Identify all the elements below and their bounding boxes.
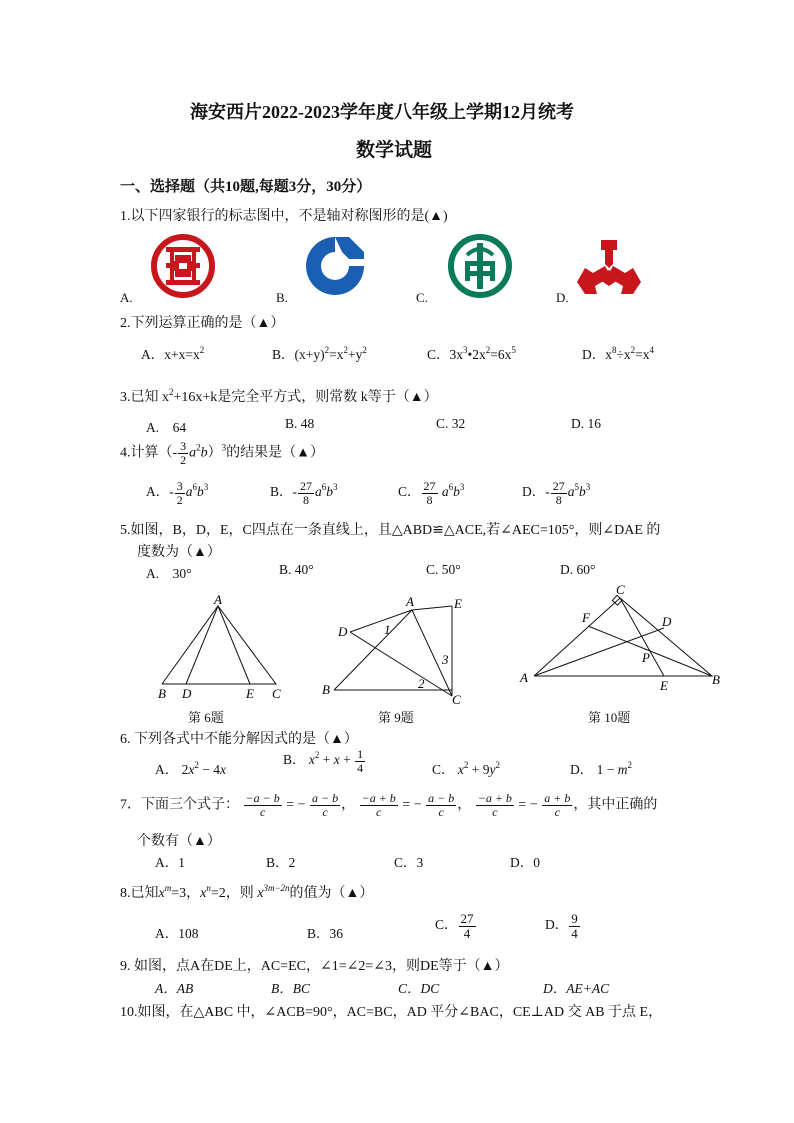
bocom-logo bbox=[575, 238, 643, 305]
q6-option-c-label: C． bbox=[432, 762, 455, 777]
fig10-label-p: P bbox=[642, 650, 650, 665]
fig9-angle-2: 2 bbox=[418, 676, 425, 691]
q7-tail: ，其中正确的 bbox=[573, 797, 658, 813]
figure-9 bbox=[320, 594, 480, 711]
q7-option-d: D．0 bbox=[510, 855, 540, 870]
question-5-stem-2: 度数为（▲） bbox=[137, 545, 221, 560]
q8-stem-d: 的值为（▲） bbox=[289, 886, 374, 901]
q4-option-c: C． $\frac{27}{8}$ $a^6b^3$ bbox=[398, 479, 465, 507]
question-7-stem: 7．下面三个式子： $\frac{-a - b}{c}$ = − $\frac{a - b}{c}$ ， $\frac{-a + b}{c}$ = − $\frac{a - b}{c}$ ， $\frac{-a + b}{c}$ = − $\frac{a + b}{c}$ ，其中正确的 bbox=[120, 791, 658, 819]
fig9-label-a: A bbox=[406, 594, 414, 609]
q1-option-a-label: A. bbox=[120, 290, 133, 305]
fig6-label-a: A bbox=[214, 594, 222, 607]
question-8-stem: 8.已知$x^m=3$，$x^n=2$，则 $x^{3m-2n}$的值为（▲） bbox=[120, 883, 374, 901]
figure-10-caption: 第 10题 bbox=[588, 710, 631, 725]
q2-option-d: D．$x^8\div x^2=x^4$ bbox=[582, 345, 655, 362]
question-7-stem-2: 个数有（▲） bbox=[137, 834, 221, 849]
q6-option-b: B． $x^2 + x$ + $\frac{1}{4}$ bbox=[283, 747, 364, 775]
question-5-stem: 5.如图，B，D，E，C四点在一条直线上，且△ABD≌△ACE,若∠AEC=105°，则∠DAE 的 bbox=[120, 523, 661, 538]
q6-option-c: C． $x^2 + 9y^2$ bbox=[432, 760, 501, 777]
q8-stem-a: 8.已知 bbox=[120, 886, 159, 901]
q3-option-c: C. 32 bbox=[436, 416, 466, 431]
question-10-stem: 10.如图，在△ABC 中，∠ACB=90°，AC=BC，AD 平分∠BAC，CE⊥AD 交 AB 于点 E， bbox=[120, 1005, 663, 1020]
q9-option-c: C．DC bbox=[398, 981, 440, 996]
question-9-stem: 9. 如图，点A在DE上，AC=EC，∠1=∠2=∠3，则DE等于（▲） bbox=[120, 959, 509, 974]
q4-stem-a: 4.计算（- bbox=[120, 445, 178, 461]
q3-stem-a: 3.已知 x bbox=[120, 390, 169, 405]
q7-stem-text: 7．下面三个式子： bbox=[120, 797, 239, 813]
q2-option-a-text: A．x+x=x bbox=[141, 347, 200, 362]
fig9-label-d: D bbox=[338, 624, 348, 639]
q1-option-c-label: C. bbox=[416, 290, 428, 305]
fig9-angle-3: 3 bbox=[442, 652, 449, 667]
q6-option-d-label: D． bbox=[570, 762, 594, 777]
question-4-stem: 4.计算（- $\frac{3}{2}$ $a^2b)^3$的结果是（▲） bbox=[120, 439, 325, 467]
q5-option-d: D. 60° bbox=[560, 562, 596, 577]
ccb-logo bbox=[302, 233, 368, 304]
figure-10 bbox=[516, 582, 726, 699]
q1-option-b-label: B. bbox=[276, 290, 288, 305]
q4-option-d: D．- $\frac{27}{8}$ $a^5b^3$ bbox=[522, 479, 591, 507]
q6-option-d: D． $1 - m^2$ bbox=[570, 760, 632, 777]
abc-logo bbox=[447, 233, 513, 304]
q6-option-a-label: A． bbox=[155, 762, 179, 777]
q3-option-b: B. 48 bbox=[285, 416, 315, 431]
q5-option-a: A. 30° bbox=[146, 566, 192, 581]
fig6-label-e: E bbox=[246, 686, 254, 701]
fig10-label-c: C bbox=[616, 582, 625, 597]
question-3-stem: 3.已知 $x^2+16x+k$是完全平方式，则常数 k等于（▲） bbox=[120, 387, 438, 405]
fig9-angle-1: 1 bbox=[384, 622, 391, 637]
q2-option-c: C．$3x^3•2x^2=6x^5$ bbox=[427, 345, 516, 362]
q9-option-d: D．AE+AC bbox=[543, 981, 610, 996]
section-heading: 一、选择题（共10题,每题3分，30分） bbox=[120, 179, 372, 195]
q9-option-a: A．AB bbox=[155, 981, 194, 996]
exam-title: 海安西片2022-2023学年度八年级上学期12月统考 bbox=[190, 102, 574, 122]
q4-option-d-prefix: D．- bbox=[522, 484, 550, 500]
q3-option-a: A. 64 bbox=[146, 420, 187, 435]
q8-stem-c: ，则 bbox=[225, 886, 254, 901]
q1-option-d-label: D. bbox=[556, 290, 569, 305]
q7-option-b: B．2 bbox=[266, 855, 296, 870]
fig10-label-d: D bbox=[662, 614, 672, 629]
q4-option-a: A．- $\frac{3}{2}$ $a^6b^3$ bbox=[146, 479, 209, 507]
fig10-label-f: F bbox=[582, 610, 590, 625]
fig6-label-c: C bbox=[272, 686, 281, 701]
q6-option-b-label: B． bbox=[283, 752, 306, 768]
q4-option-c-prefix: C． bbox=[398, 484, 421, 500]
q8-stem-b: ， bbox=[186, 886, 201, 901]
exam-subtitle: 数学试题 bbox=[356, 140, 433, 161]
q9-option-b: B．BC bbox=[271, 981, 310, 996]
q8-option-c-label: C． bbox=[435, 917, 458, 933]
q5-option-c: C. 50° bbox=[426, 562, 461, 577]
figure-9-caption: 第 9题 bbox=[378, 710, 414, 725]
q3-option-d: D. 16 bbox=[571, 416, 601, 431]
fig9-label-e: E bbox=[454, 596, 462, 611]
q2-option-a: A．$x+x=x^2$ bbox=[141, 345, 205, 362]
question-2-stem: 2.下列运算正确的是（▲） bbox=[120, 316, 285, 331]
q2-option-c-text: C．3x bbox=[427, 347, 464, 362]
fig6-label-b: B bbox=[158, 686, 166, 701]
q2-option-b: B．$(x+y)^2=x^2+y^2$ bbox=[272, 345, 367, 362]
q8-option-d-label: D． bbox=[545, 917, 569, 933]
q4-option-b: B．- $\frac{27}{8}$ $a^6b^3$ bbox=[270, 479, 338, 507]
q7-option-c: C．3 bbox=[394, 855, 424, 870]
fig10-label-a: A bbox=[520, 670, 528, 685]
q7-option-a: A．1 bbox=[155, 855, 185, 870]
fig9-label-b: B bbox=[322, 682, 330, 697]
fig6-label-d: D bbox=[182, 686, 192, 701]
q2-option-d-text: D．x bbox=[582, 347, 612, 362]
fig10-label-b: B bbox=[712, 672, 720, 687]
q8-option-d: D． $\frac{9}{4}$ bbox=[545, 911, 578, 941]
q2-option-b-text: B．(x+y) bbox=[272, 347, 325, 362]
q4-option-a-prefix: A．- bbox=[146, 484, 174, 500]
figure-6-caption: 第 6题 bbox=[188, 710, 224, 725]
question-1-stem: 1.以下四家银行的标志图中，不是轴对称图形的是(▲) bbox=[120, 209, 448, 224]
q4-stem-c: 的结果是（▲） bbox=[226, 445, 325, 461]
fig9-label-c: C bbox=[452, 692, 461, 706]
icbc-logo bbox=[150, 233, 216, 304]
q6-option-a: A． $2x^2 - 4x$ bbox=[155, 760, 226, 777]
q8-option-a: A．108 bbox=[155, 926, 199, 941]
q3-stem-b: +16x+k是完全平方式，则常数 k等于（▲） bbox=[173, 390, 438, 405]
q4-stem-b: ） bbox=[207, 445, 222, 461]
q4-option-b-prefix: B．- bbox=[270, 484, 297, 500]
q8-option-c: C． $\frac{27}{4}$ bbox=[435, 911, 474, 941]
q8-option-b: B．36 bbox=[307, 926, 344, 941]
q5-option-b: B. 40° bbox=[279, 562, 314, 577]
question-6-stem: 6. 下列各式中不能分解因式的是（▲） bbox=[120, 732, 358, 747]
fig10-label-e: E bbox=[660, 678, 668, 693]
figure-6 bbox=[150, 594, 290, 707]
